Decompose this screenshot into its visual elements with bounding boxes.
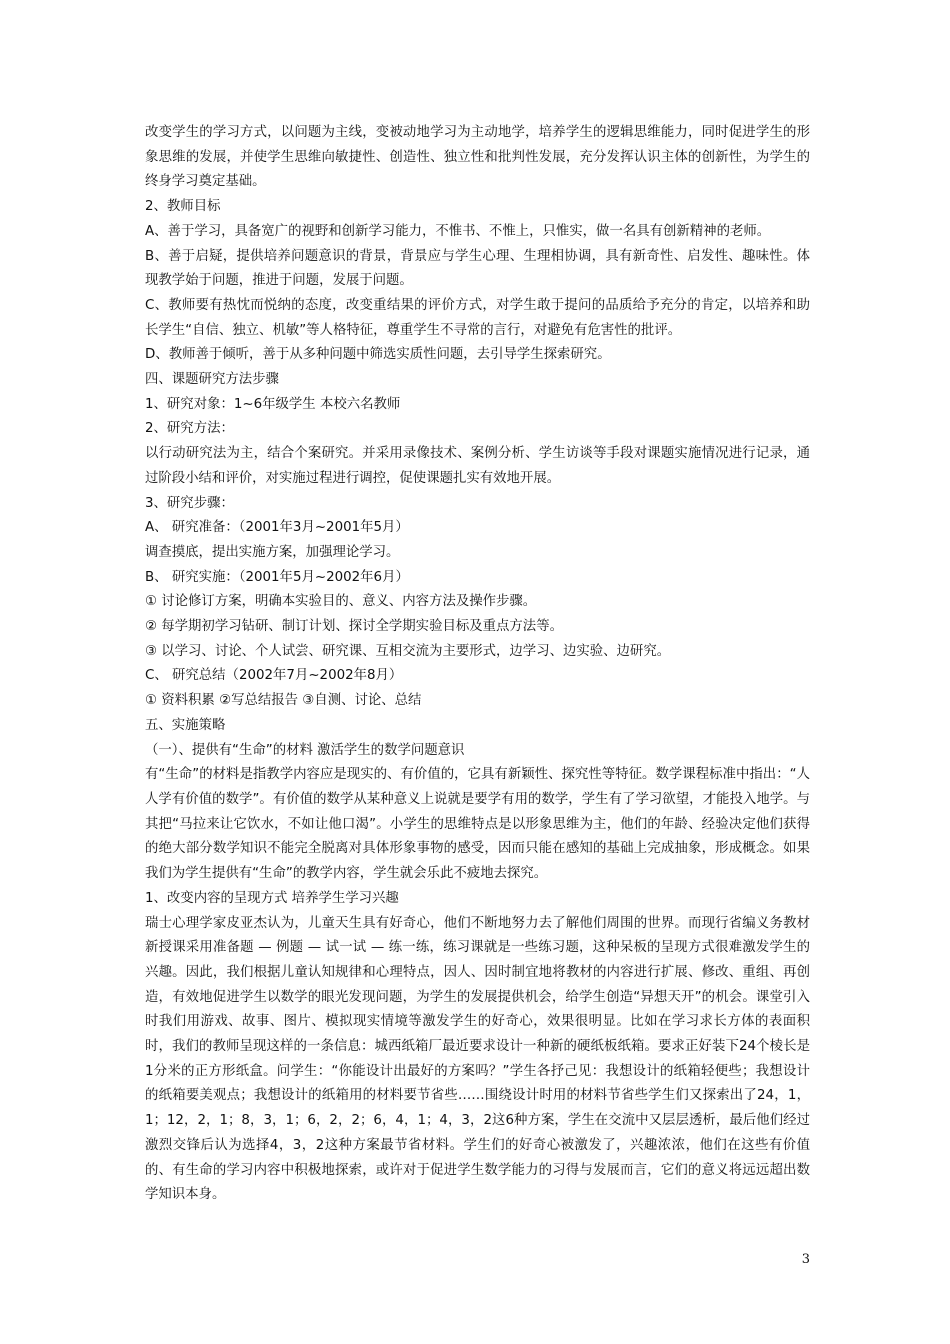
heading-teacher-goals: 2、教师目标 [145, 199, 221, 215]
paragraph-goal-d: D、教师善于倾听，善于从多种问题中筛选实质性问题，去引导学生探索研究。 [145, 347, 611, 363]
paragraph-research-method: 以行动研究法为主，结合个案研究。并采用录像技术、案例分析、学生访谈等手段对课题实施情况进行记录，通过阶段小结和评价，对实施过程进行调控，促使课题扎实有效地开展。 [145, 446, 810, 486]
paragraph-step-b-item-2: ② 每学期初学习钻研、制订计划、探讨全学期实验目标及重点方法等。 [145, 619, 563, 635]
paragraph-step-b-item-3: ③ 以学习、讨论、个人试尝、研究课、互相交流为主要形式，边学习、边实验、边研究。 [145, 643, 671, 659]
heading-research-method: 2、研究方法： [145, 421, 234, 437]
heading-strategies: 五、实施策略 [145, 717, 226, 733]
heading-research-steps: 3、研究步骤： [145, 495, 234, 511]
paragraph-step-a-detail: 调查摸底，提出实施方案，加强理论学习。 [145, 544, 400, 560]
paragraph-goal-b: B、善于启疑，提供培养问题意识的背景，背景应与学生心理、生理相协调，具有新奇性、启发性、趣味性。体现教学始于问题，推进于问题，发展于问题。 [145, 248, 810, 289]
paragraph-strategy-1: 有“生命”的材料是指教学内容应是现实的、有价值的，它具有新颖性、探究性等特征。数学课程标准中指出：“人人学有价值的数学”。有价值的数学从某种意义上说就是要学有用的数学，学生有了学习欲望，才能投入地学。与其把“马拉来让它饮水，不如让他口渴”。小学生的思维特点是以形象思维为主，他们的年龄、经验决定他们获得的绝大部分数学知识不能完全脱离对具体形象事物的感受，因而只能在感知的基础上完成抽象，形成概念。如果我们为学生提供有“生命”的教学内容，学生就会乐此不疲地去探究。 [145, 767, 810, 882]
paragraph-intro-continued: 改变学生的学习方式，以问题为主线，变被动地学习为主动地学，培养学生的逻辑思维能力，同时促进学生的形象思维的发展，并使学生思维向敏捷性、创造性、独立性和批判性发展，充分发挥认识主体的创新性，为学生的终身学习奠定基础。 [145, 125, 810, 190]
heading-sub-strategy-1: 1、改变内容的呈现方式 培养学生学习兴趣 [145, 890, 399, 906]
page-number: 3 [801, 1252, 810, 1267]
paragraph-sub-strategy-1: 瑞士心理学家皮亚杰认为，儿童天生具有好奇心，他们不断地努力去了解他们周围的世界。而现行省编义务教材新授课采用准备题 — 例题 — 试一试 — 练一练，练习课就是一些练习题，这种呆板的呈现方式很难激发学生的兴趣。因此，我们根据儿童认知规律和心理特点，因人、因时制宜地将教材的内容进行扩展、修改、重组、再创造，有效地促进学生以数学的眼光发现问题，为学生的发展提供机会，给学生创造“异想天开”的机会。课堂引入时我们用游戏、故事、图片、模拟现实情境等激发学生的好奇心，效果很明显。比如在学习求长方体的表面积时，我们的教师呈现这样的一条信息：城西纸箱厂最近要求设计一种新的硬纸板纸箱。要求正好装下24个棱长是1分米的正方形纸盒。问学生：“你能设计出最好的方案吗？”学生各抒己见：我想设计的纸箱轻便些；我想设计的纸箱要美观点；我想设计的纸箱用的材料要节省些……围绕设计时用的材料节省些学生们又探索出了24，1，1；12，2，1；8，3，1；6，2，2；6，4，1；4，3，2这6种方案，学生在交流中又层层透析，最后他们经过激烈交锋后认为选择4，3，2这种方案最节省材料。学生们的好奇心被激发了，兴趣浓浓，他们在这些有价值的、有生命的学习内容中积极地探索，或许对于促进学生数学能力的习得与发展而言，它们的意义将远远超出数学知识本身。 [145, 915, 810, 1203]
heading-strategy-1: （一）、提供有“生命”的材料 激活学生的数学问题意识 [145, 742, 465, 758]
paragraph-step-a: A、 研究准备：（2001年3月~2001年5月） [145, 520, 409, 536]
paragraph-step-c: C、 研究总结（2002年7月~2002年8月） [145, 668, 403, 684]
paragraph-step-c-items: ① 资料积累 ②写总结报告 ③自测、讨论、总结 [145, 693, 422, 709]
heading-research-methods: 四、课题研究方法步骤 [145, 372, 279, 388]
paragraph-research-subjects: 1、研究对象：1~6年级学生 本校六名教师 [145, 396, 401, 412]
paragraph-step-b: B、 研究实施：（2001年5月~2002年6月） [145, 569, 409, 585]
paragraph-goal-a: A、善于学习，具备宽广的视野和创新学习能力，不惟书、不惟上，只惟实，做一名具有创新精神的老师。 [145, 223, 771, 239]
paragraph-step-b-item-1: ① 讨论修订方案，明确本实验目的、意义、内容方法及操作步骤。 [145, 594, 537, 610]
document-body [145, 121, 810, 1208]
paragraph-goal-c: C、教师要有热忱而悦纳的态度，改变重结果的评价方式，对学生敢于提问的品质给予充分的肯定，以培养和助长学生“自信、独立、机敏”等人格特征，尊重学生不寻常的言行，对避免有危害性的批评。 [145, 297, 810, 338]
